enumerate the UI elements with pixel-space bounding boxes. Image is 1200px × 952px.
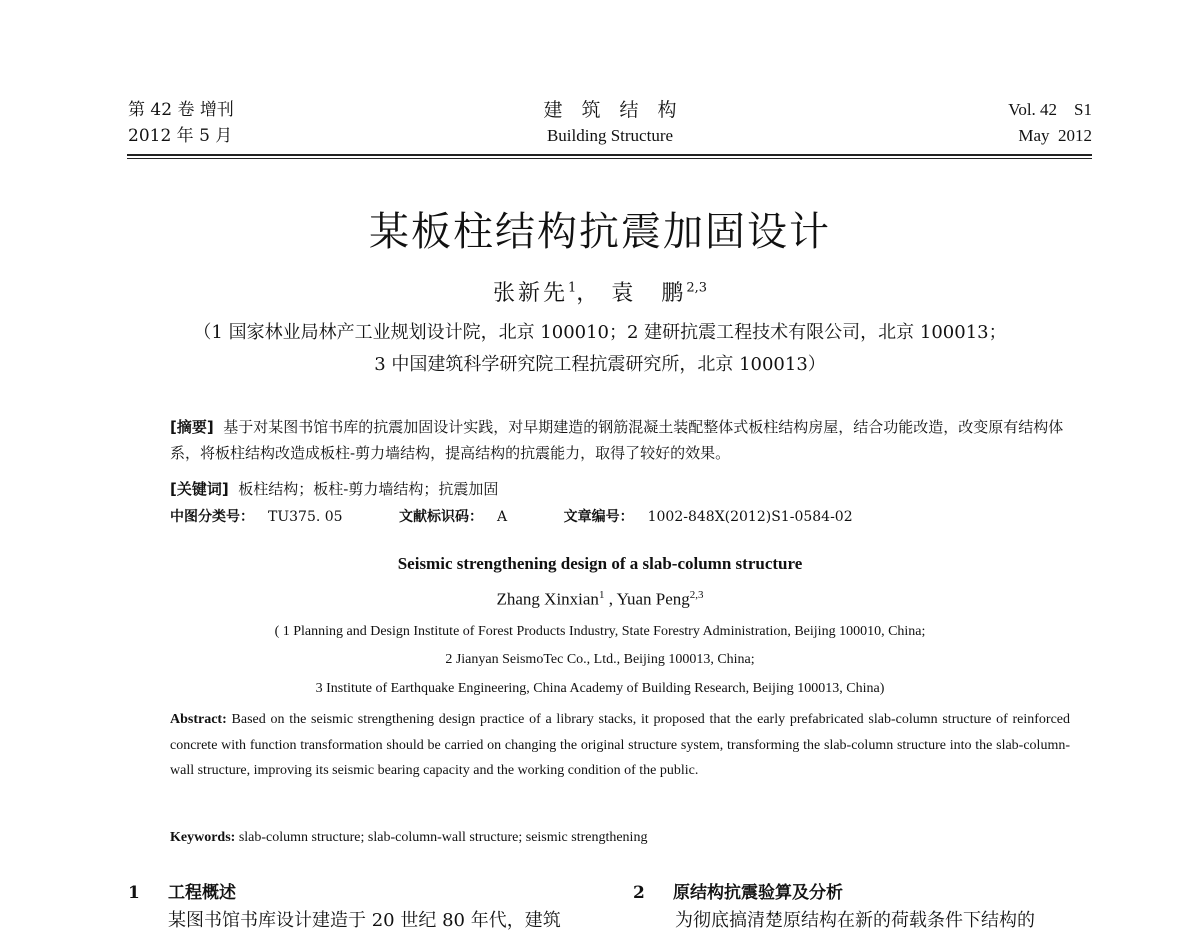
section-2-text: 为彻底搞清楚原结构在新的荷载条件下结构的 [675,910,1035,931]
section-1-title: 工程概述 [168,883,236,903]
date-en: May 2012 [1018,126,1092,145]
header-center [450,97,770,149]
header-right [1008,97,1092,149]
abstract-en [170,707,1070,784]
header-left [128,97,234,149]
affiliation-cn-line1: （1 国家林业局林产工业规划设计院，北京 100010；2 建研抗震工程技术有限公司，北京 100013； [193,322,1007,343]
doc-code-label: 文献标识码： [399,509,484,525]
date-cn: 2012 年 5 月 [128,126,233,146]
article-no-label: 文章编号： [563,509,634,525]
section-1-heading [128,878,236,903]
affiliation-en-line3: 3 Institute of Earthquake Engineering, China Academy of Building Research, Beijing 100013, China) [315,681,885,696]
volume-cn: 第 42 卷 增刊 [128,100,234,120]
author1-sup: 1 [568,280,577,296]
section-2-number: 2 [633,883,645,903]
author1-en-sup: 1 [598,589,605,601]
article-title-en: Seismic strengthening design of a slab-column structure [397,554,803,573]
article-title-cn: 某板柱结构抗震加固设计 [369,209,831,255]
journal-cn: 建 筑 结 构 [543,99,677,121]
abstract-label-en: Abstract: [170,712,227,727]
author2-en: Yuan Peng [616,589,690,609]
authors-en [0,589,1200,610]
section-2-heading [633,878,843,903]
article-no-value: 1002-848X(2012)S1-0584-02 [647,509,853,525]
keywords-text-en: slab-column structure; slab-column-wall structure; seismic strengthening [238,830,648,845]
keywords-text-cn: 板柱结构；板柱-剪力墙结构；抗震加固 [238,480,499,498]
section-2-title: 原结构抗震验算及分析 [673,883,843,903]
abstract-cn [170,414,1070,466]
authors-cn [0,276,1200,307]
abstract-label-cn: [摘要] [170,418,214,436]
keywords-en [170,830,647,846]
keywords-label-en: Keywords: [170,830,236,845]
clc-value: TU375. 05 [268,509,343,525]
affiliation-cn-line2: 3 中国建筑科学研究院工程抗震研究所，北京 100013） [374,354,826,375]
affiliation-en-line2: 2 Jianyan SeismoTec Co., Ltd., Beijing 100013, China; [445,652,755,667]
journal-en: Building Structure [546,126,674,145]
header-rule-thin [127,158,1092,159]
affiliation-en-line1: ( 1 Planning and Design Institute of Forest Products Industry, State Forestry Administration, Beijing 100010, China; [274,624,926,639]
doc-code-value: A [497,509,508,525]
clc-label: 中图分类号： [170,509,254,525]
author1-en: Zhang Xinxian [496,589,599,609]
keywords-cn [170,476,1070,502]
volume-en: Vol. 42 S1 [1008,100,1092,119]
author1-cn: 张新先 [492,281,568,306]
section-1-number: 1 [128,883,140,903]
section-1-text: 某图书馆书库设计建造于 20 世纪 80 年代，建筑 [168,910,561,931]
abstract-text-cn: 基于对某图书馆书库的抗震加固设计实践，对早期建造的钢筋混凝土装配整体式板柱结构房屋，结合功能改造，改变原有结构体系，将板柱结构改造成板柱-剪力墙结构，提高结构的抗震能力，取得了较好的效果。 [170,418,1064,462]
author2-en-sup: 2,3 [689,589,704,601]
author-separator: ， [576,281,602,306]
author2-sup: 2,3 [686,280,707,296]
author-en-separator: , [604,589,617,609]
header-rule-thick [127,154,1092,156]
keywords-label-cn: [关键词] [170,480,229,498]
abstract-text-en: Based on the seismic strengthening design practice of a library stacks, it proposed that the early prefabricated slab-column structure of reinforced concrete with function transformation should be carried on changing the original structure system, transforming the slab-column structure into the slab-column-wall structure, improving its seismic bearing capacity and the working condition of the public. [170,712,1071,778]
author2-cn: 袁 鹏 [611,281,687,306]
classification-line [170,506,881,526]
